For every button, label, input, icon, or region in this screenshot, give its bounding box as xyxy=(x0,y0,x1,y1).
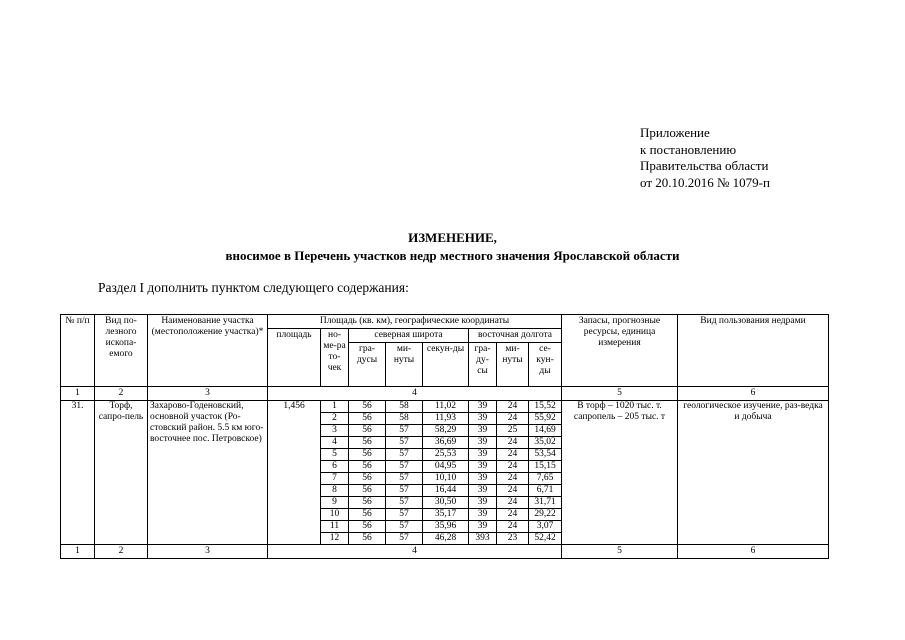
cell-lon-deg: 39 xyxy=(469,473,497,485)
cell-lat-sec: 35,96 xyxy=(423,521,469,533)
cell-lat-sec: 11,02 xyxy=(423,401,469,413)
cell-lat-deg: 56 xyxy=(349,401,386,413)
intro-text: Раздел I дополнить пунктом следующего содержания: xyxy=(98,280,409,295)
index-cell: 2 xyxy=(95,387,148,401)
cell-lon-min: 24 xyxy=(497,521,529,533)
cell-lat-sec: 11,93 xyxy=(423,413,469,425)
coordinate-row xyxy=(61,401,829,413)
cell-lat-min: 57 xyxy=(386,449,423,461)
cell-lat-deg: 56 xyxy=(349,437,386,449)
header-row-1 xyxy=(61,315,829,329)
cell-point-no: 4 xyxy=(321,437,349,449)
cell-lon-sec: 3,07 xyxy=(529,521,562,533)
cell-lon-min: 24 xyxy=(497,437,529,449)
index-row xyxy=(61,387,829,401)
cell-lon-deg: 39 xyxy=(469,485,497,497)
cell-lon-min: 23 xyxy=(497,533,529,545)
cell-lon-sec: 35,02 xyxy=(529,437,562,449)
cell-point-no: 6 xyxy=(321,461,349,473)
cell-lon-min: 25 xyxy=(497,425,529,437)
index-cell: 1 xyxy=(61,387,95,401)
cell-lon-sec: 6,71 xyxy=(529,485,562,497)
cell-lon-sec: 15,52 xyxy=(529,401,562,413)
header-num: № п/п xyxy=(61,315,95,387)
cell-point-no: 8 xyxy=(321,485,349,497)
appendix-block xyxy=(640,125,770,191)
cell-lon-deg: 39 xyxy=(469,437,497,449)
cell-lon-sec: 31,71 xyxy=(529,497,562,509)
cell-lat-min: 57 xyxy=(386,473,423,485)
cell-lon-min: 24 xyxy=(497,413,529,425)
index-cell: 6 xyxy=(678,387,829,401)
cell-lat-deg: 56 xyxy=(349,521,386,533)
cell-lat-sec: 58,29 xyxy=(423,425,469,437)
cell-lat-deg: 56 xyxy=(349,425,386,437)
cell-lon-sec: 14,69 xyxy=(529,425,562,437)
entry-mineral: Торф, сапро-пель xyxy=(95,401,148,545)
cell-lat-deg: 56 xyxy=(349,413,386,425)
cell-lat-sec: 25,53 xyxy=(423,449,469,461)
cell-lat-min: 58 xyxy=(386,413,423,425)
cell-lon-deg: 39 xyxy=(469,521,497,533)
cell-lat-min: 57 xyxy=(386,461,423,473)
cell-lon-deg: 39 xyxy=(469,413,497,425)
header-lat-deg: гра-дусы xyxy=(349,343,386,387)
cell-lon-min: 24 xyxy=(497,401,529,413)
cell-lat-sec: 35,17 xyxy=(423,509,469,521)
index-cell: 4 xyxy=(268,387,562,401)
cell-lon-deg: 39 xyxy=(469,497,497,509)
cell-lon-min: 24 xyxy=(497,449,529,461)
header-mineral: Вид по-лезного ископа-емого xyxy=(95,315,148,387)
cell-lat-min: 57 xyxy=(386,437,423,449)
cell-lat-sec: 04,95 xyxy=(423,461,469,473)
header-area-coords: Площадь (кв. км), географические координаты xyxy=(268,315,562,329)
header-lat-sec: секун-ды xyxy=(423,343,469,387)
cell-lat-sec: 46,28 xyxy=(423,533,469,545)
index-cell: 1 xyxy=(61,545,95,559)
cell-point-no: 7 xyxy=(321,473,349,485)
entry-num: 31. xyxy=(61,401,95,545)
cell-lon-deg: 39 xyxy=(469,509,497,521)
appendix-line: к постановлению xyxy=(640,141,737,157)
cell-lat-min: 57 xyxy=(386,533,423,545)
index-cell: 6 xyxy=(678,545,829,559)
cell-lon-min: 24 xyxy=(497,473,529,485)
cell-point-no: 12 xyxy=(321,533,349,545)
index-cell: 4 xyxy=(268,545,562,559)
header-site: Наименование участка (местоположение участка)* xyxy=(148,315,268,387)
cell-lat-min: 58 xyxy=(386,401,423,413)
header-lon-sec: се-кун-ды xyxy=(529,343,562,387)
cell-lon-sec: 53,54 xyxy=(529,449,562,461)
cell-lon-min: 24 xyxy=(497,497,529,509)
header-point-no: но-ме-ра то-чек xyxy=(321,329,349,387)
header-lat-min: ми-нуты xyxy=(386,343,423,387)
appendix-line: Правительства области xyxy=(640,158,769,173)
index-cell: 3 xyxy=(148,387,268,401)
entry-area: 1,456 xyxy=(268,401,321,545)
cell-lon-sec: 29,22 xyxy=(529,509,562,521)
cell-lat-sec: 36,69 xyxy=(423,437,469,449)
entry-usage: геологическое изучение, раз-ведка и добыча xyxy=(678,401,829,545)
cell-lat-min: 57 xyxy=(386,485,423,497)
cell-lon-sec: 7,65 xyxy=(529,473,562,485)
header-lon-min: ми-нуты xyxy=(497,343,529,387)
document-title xyxy=(0,229,905,265)
subsoil-table xyxy=(60,314,829,559)
index-cell: 2 xyxy=(95,545,148,559)
cell-lat-deg: 56 xyxy=(349,533,386,545)
index-cell: 5 xyxy=(562,387,678,401)
cell-lon-sec: 55,92 xyxy=(529,413,562,425)
cell-point-no: 3 xyxy=(321,425,349,437)
cell-lat-sec: 30,50 xyxy=(423,497,469,509)
cell-lat-deg: 56 xyxy=(349,449,386,461)
cell-lat-min: 57 xyxy=(386,497,423,509)
cell-point-no: 10 xyxy=(321,509,349,521)
cell-lon-deg: 39 xyxy=(469,449,497,461)
index-row-bottom xyxy=(61,545,829,559)
cell-lat-sec: 16,44 xyxy=(423,485,469,497)
entry-site: Захарово-Годеновский, основной участок (Ро-стовский район. 5.5 км юго-восточнее пос. Петровское) xyxy=(148,401,268,545)
cell-point-no: 1 xyxy=(321,401,349,413)
cell-lat-min: 57 xyxy=(386,425,423,437)
cell-point-no: 9 xyxy=(321,497,349,509)
header-usage: Вид пользования недрами xyxy=(678,315,829,387)
title-line-1: ИЗМЕНЕНИЕ, xyxy=(408,230,497,245)
cell-lon-min: 24 xyxy=(497,485,529,497)
cell-lon-min: 24 xyxy=(497,461,529,473)
cell-lon-deg: 39 xyxy=(469,425,497,437)
header-area: площадь xyxy=(268,329,321,387)
cell-lon-deg: 393 xyxy=(469,533,497,545)
header-lon-deg: гра-ду-сы xyxy=(469,343,497,387)
cell-point-no: 5 xyxy=(321,449,349,461)
index-cell: 3 xyxy=(148,545,268,559)
title-line-2: вносимое в Перечень участков недр местного значения Ярославской области xyxy=(225,248,680,263)
cell-lat-min: 57 xyxy=(386,521,423,533)
cell-lat-min: 57 xyxy=(386,509,423,521)
cell-lat-sec: 10,10 xyxy=(423,473,469,485)
header-east-lon: восточная долгота xyxy=(469,329,562,343)
cell-lon-deg: 39 xyxy=(469,401,497,413)
cell-lon-deg: 39 xyxy=(469,461,497,473)
appendix-line: от 20.10.2016 № 1079-п xyxy=(640,174,770,190)
cell-point-no: 11 xyxy=(321,521,349,533)
entry-reserves: В торф – 1020 тыс. т. сапропель – 205 тыс. т xyxy=(562,401,678,545)
cell-point-no: 2 xyxy=(321,413,349,425)
cell-lat-deg: 56 xyxy=(349,509,386,521)
appendix-line: Приложение xyxy=(640,125,710,140)
cell-lat-deg: 56 xyxy=(349,461,386,473)
index-cell: 5 xyxy=(562,545,678,559)
cell-lat-deg: 56 xyxy=(349,485,386,497)
header-reserves: Запасы, прогнозные ресурсы, единица измерения xyxy=(562,315,678,387)
header-north-lat: северная широта xyxy=(349,329,469,343)
cell-lat-deg: 56 xyxy=(349,473,386,485)
cell-lon-sec: 52,42 xyxy=(529,533,562,545)
cell-lat-deg: 56 xyxy=(349,497,386,509)
cell-lon-min: 24 xyxy=(497,509,529,521)
cell-lon-sec: 15,15 xyxy=(529,461,562,473)
